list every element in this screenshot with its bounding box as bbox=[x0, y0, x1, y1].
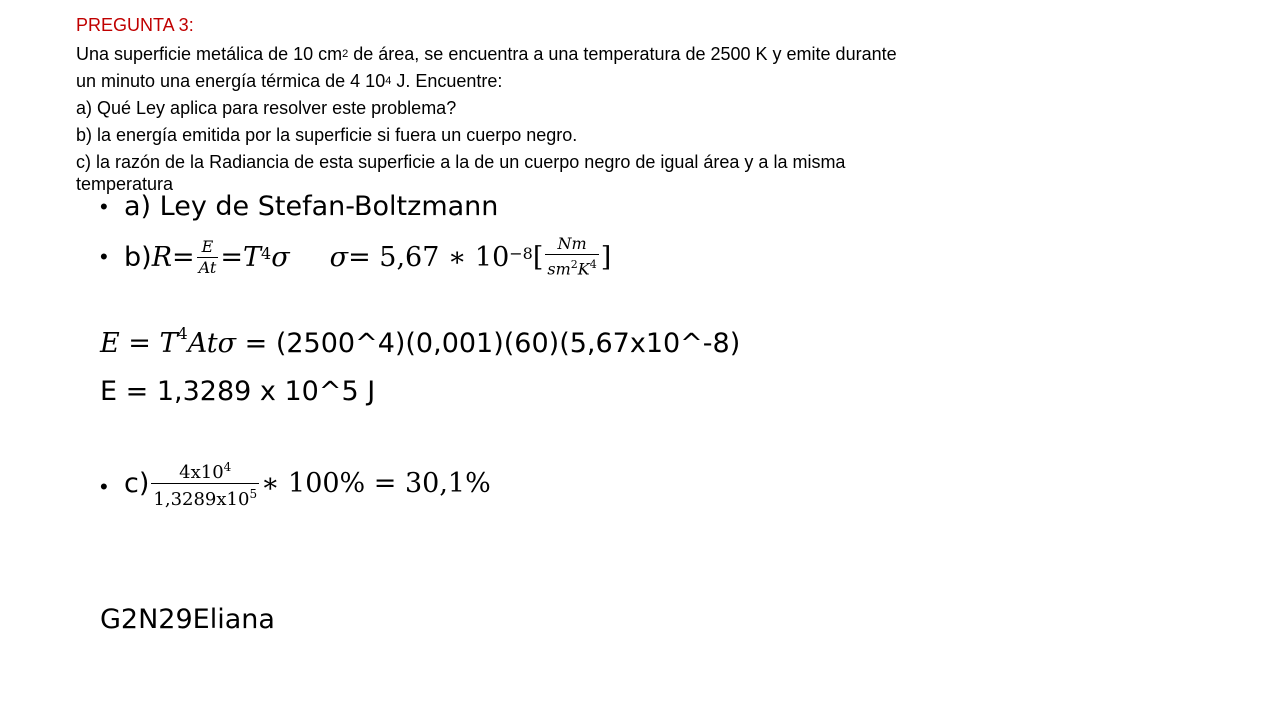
area-exponent: 2 bbox=[342, 48, 349, 60]
answer-a: a) Ley de Stefan-Boltzmann bbox=[124, 191, 499, 222]
percentage-result: ∗ 100% = 30,1% bbox=[261, 467, 491, 499]
ratio-fraction bbox=[151, 457, 259, 510]
bracket-close: ] bbox=[600, 241, 612, 273]
answer-b bbox=[124, 224, 611, 290]
area-time-sigma: Atσ bbox=[187, 328, 237, 359]
bullet-b: • bbox=[100, 244, 108, 269]
ratio-den-base: 1,3289x10 bbox=[153, 488, 250, 510]
temperature-symbol: T bbox=[159, 328, 178, 359]
sigma-definition-symbol: σ bbox=[329, 241, 349, 273]
unit-numerator: Nm bbox=[557, 234, 587, 254]
question-item-a: a) Qué Ley aplica para resolver este problema? bbox=[76, 98, 457, 118]
question-item-c: c) la razón de la Radiancia de esta superficie a la de un cuerpo negro de igual área y a la misma bbox=[76, 152, 846, 172]
bracket-open: [ bbox=[532, 241, 544, 273]
temperature-symbol: T bbox=[242, 241, 261, 273]
question-title: PREGUNTA 3: bbox=[76, 15, 194, 35]
question-line-2 bbox=[76, 70, 502, 95]
bullet-c: • bbox=[100, 474, 108, 499]
sigma-exponent: −8 bbox=[509, 243, 533, 263]
unit-den-sm: sm bbox=[547, 259, 571, 279]
question-line-1-end: de área, se encuentra a una temperatura de 2500 K y emite durante bbox=[348, 44, 897, 64]
ratio-denominator bbox=[151, 483, 259, 510]
equals-sign: = bbox=[172, 241, 195, 273]
ratio-num-exp: 4 bbox=[223, 459, 232, 474]
unit-den-exp-4: 4 bbox=[589, 258, 597, 272]
radiance-symbol: R bbox=[151, 241, 173, 273]
equals-sign: = bbox=[119, 328, 160, 359]
equals-sign: = bbox=[220, 241, 243, 273]
question-item-c-continued: temperatura bbox=[76, 174, 174, 194]
question-item-b: b) la energía emitida por la superficie si fuera un cuerpo negro. bbox=[76, 125, 578, 145]
question-line-1 bbox=[76, 43, 897, 68]
question-line-1-start: Una superficie metálica de 10 cm bbox=[76, 44, 343, 64]
energy-result: E = 1,3289 x 10^5 J bbox=[100, 376, 376, 407]
unit-fraction bbox=[545, 234, 598, 279]
energy-equation bbox=[100, 324, 741, 359]
sigma-value: = 5,67 ∗ 10 bbox=[348, 241, 510, 273]
energy-exponent: 4 bbox=[385, 75, 392, 87]
sigma-symbol: σ bbox=[271, 241, 290, 273]
question-line-2-start: un minuto una energía térmica de 4 10 bbox=[76, 71, 386, 91]
unit-den-exp-2: 2 bbox=[570, 258, 578, 272]
question-line-2-end: J. Encuentre: bbox=[391, 71, 503, 91]
energy-symbol: E bbox=[100, 328, 120, 359]
energy-fraction bbox=[197, 237, 219, 278]
answer-c bbox=[124, 448, 491, 518]
answer-c-label: c) bbox=[124, 467, 150, 499]
temperature-exponent: 4 bbox=[177, 324, 188, 343]
answer-b-label: b) bbox=[124, 241, 152, 273]
author-signature: G2N29Eliana bbox=[100, 604, 275, 635]
ratio-num-base: 4x10 bbox=[179, 461, 224, 483]
ratio-numerator bbox=[151, 457, 259, 483]
fraction-denominator: At bbox=[198, 257, 217, 277]
energy-calculation: = (2500^4)(0,001)(60)(5,67x10^-8) bbox=[236, 328, 741, 359]
fraction-numerator: E bbox=[201, 236, 214, 256]
unit-den-k: K bbox=[577, 259, 590, 279]
ratio-den-exp: 5 bbox=[249, 486, 258, 501]
unit-denominator bbox=[545, 254, 598, 279]
temperature-exponent: 4 bbox=[261, 243, 272, 263]
bullet-a: • bbox=[100, 194, 108, 219]
